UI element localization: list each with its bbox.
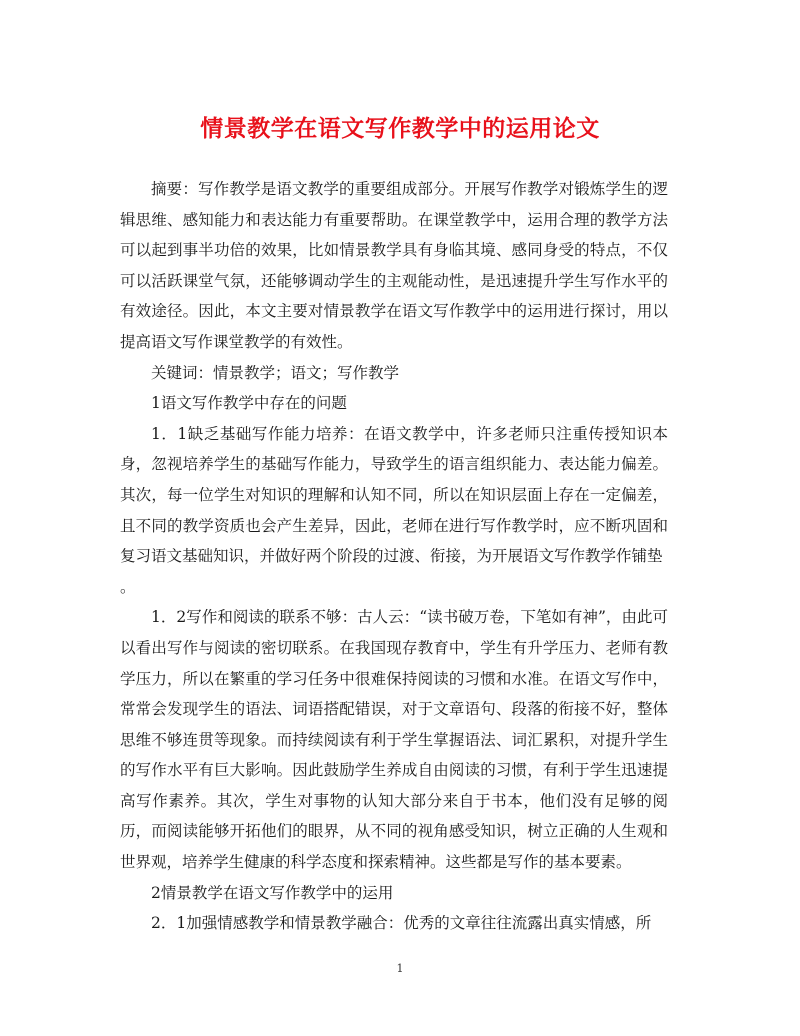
keywords-paragraph: 关键词：情景教学；语文；写作教学 (151, 363, 400, 382)
document-title: 情景教学在语文写作教学中的运用论文 (200, 115, 600, 142)
document-body (120, 174, 668, 939)
section-1-2-paragraph: 1．2写作和阅读的联系不够：古人云：“读书破万卷，下笔如有神”，由此可以看出写作与阅读的密切联系。在我国现存教育中，学生有升学压力、老师有教学压力，所以在繁重的学习任务中很难保持阅读的习惯和水准。在语文写作中，常常会发现学生的语法、词语搭配错误，对于文章语句、段落的衔接不好，整体思维不够连贯等现象。而持续阅读有利于学生掌握语法、词汇累积，对提升学生的写作水平有巨大影响。因此鼓励学生养成自由阅读的习惯，有利于学生迅速提高写作素养。其次，学生对事物的认知大部分来自于书本，他们没有足够的阅历，而阅读能够开拓他们的眼界，从不同的视角感受知识，树立正确的人生观和世界观，培养学生健康的科学态度和探索精神。这些都是写作的基本要素。 (120, 608, 668, 872)
abstract-paragraph: 摘要：写作教学是语文教学的重要组成部分。开展写作教学对锻炼学生的逻辑思维、感知能力和表达能力有重要帮助。在课堂教学中，运用合理的教学方法可以起到事半功倍的效果，比如情景教学具有身临其境、感同身受的特点，不仅可以活跃课堂气氛，还能够调动学生的主观能动性，是迅速提升学生写作水平的有效途径。因此，本文主要对情景教学在语文写作教学中的运用进行探讨，用以提高语文写作课堂教学的有效性。 (120, 180, 668, 351)
section-2-1-paragraph: 2．1加强情感教学和情景教学融合：优秀的文章往往流露出真实情感，所 (151, 914, 652, 933)
section-1-1-paragraph: 1．1缺乏基础写作能力培养：在语文教学中，许多老师只注重传授知识本身，忽视培养学生的基础写作能力，导致学生的语言组织能力、表达能力偏差。其次，每一位学生对知识的理解和认知不同，所以在知识层面上存在一定偏差，且不同的教学资质也会产生差异，因此，老师在进行写作教学时，应不断巩固和复习语文基础知识，并做好两个阶段的过渡、衔接，为开展语文写作教学作铺垫 (120, 424, 668, 566)
page-number: 1 (396, 962, 404, 975)
section-heading-1: 1语文写作教学中存在的问题 (151, 394, 347, 413)
section-heading-2: 2情景教学在语文写作教学中的运用 (151, 883, 394, 902)
section-1-1-tail: 。 (120, 577, 136, 596)
